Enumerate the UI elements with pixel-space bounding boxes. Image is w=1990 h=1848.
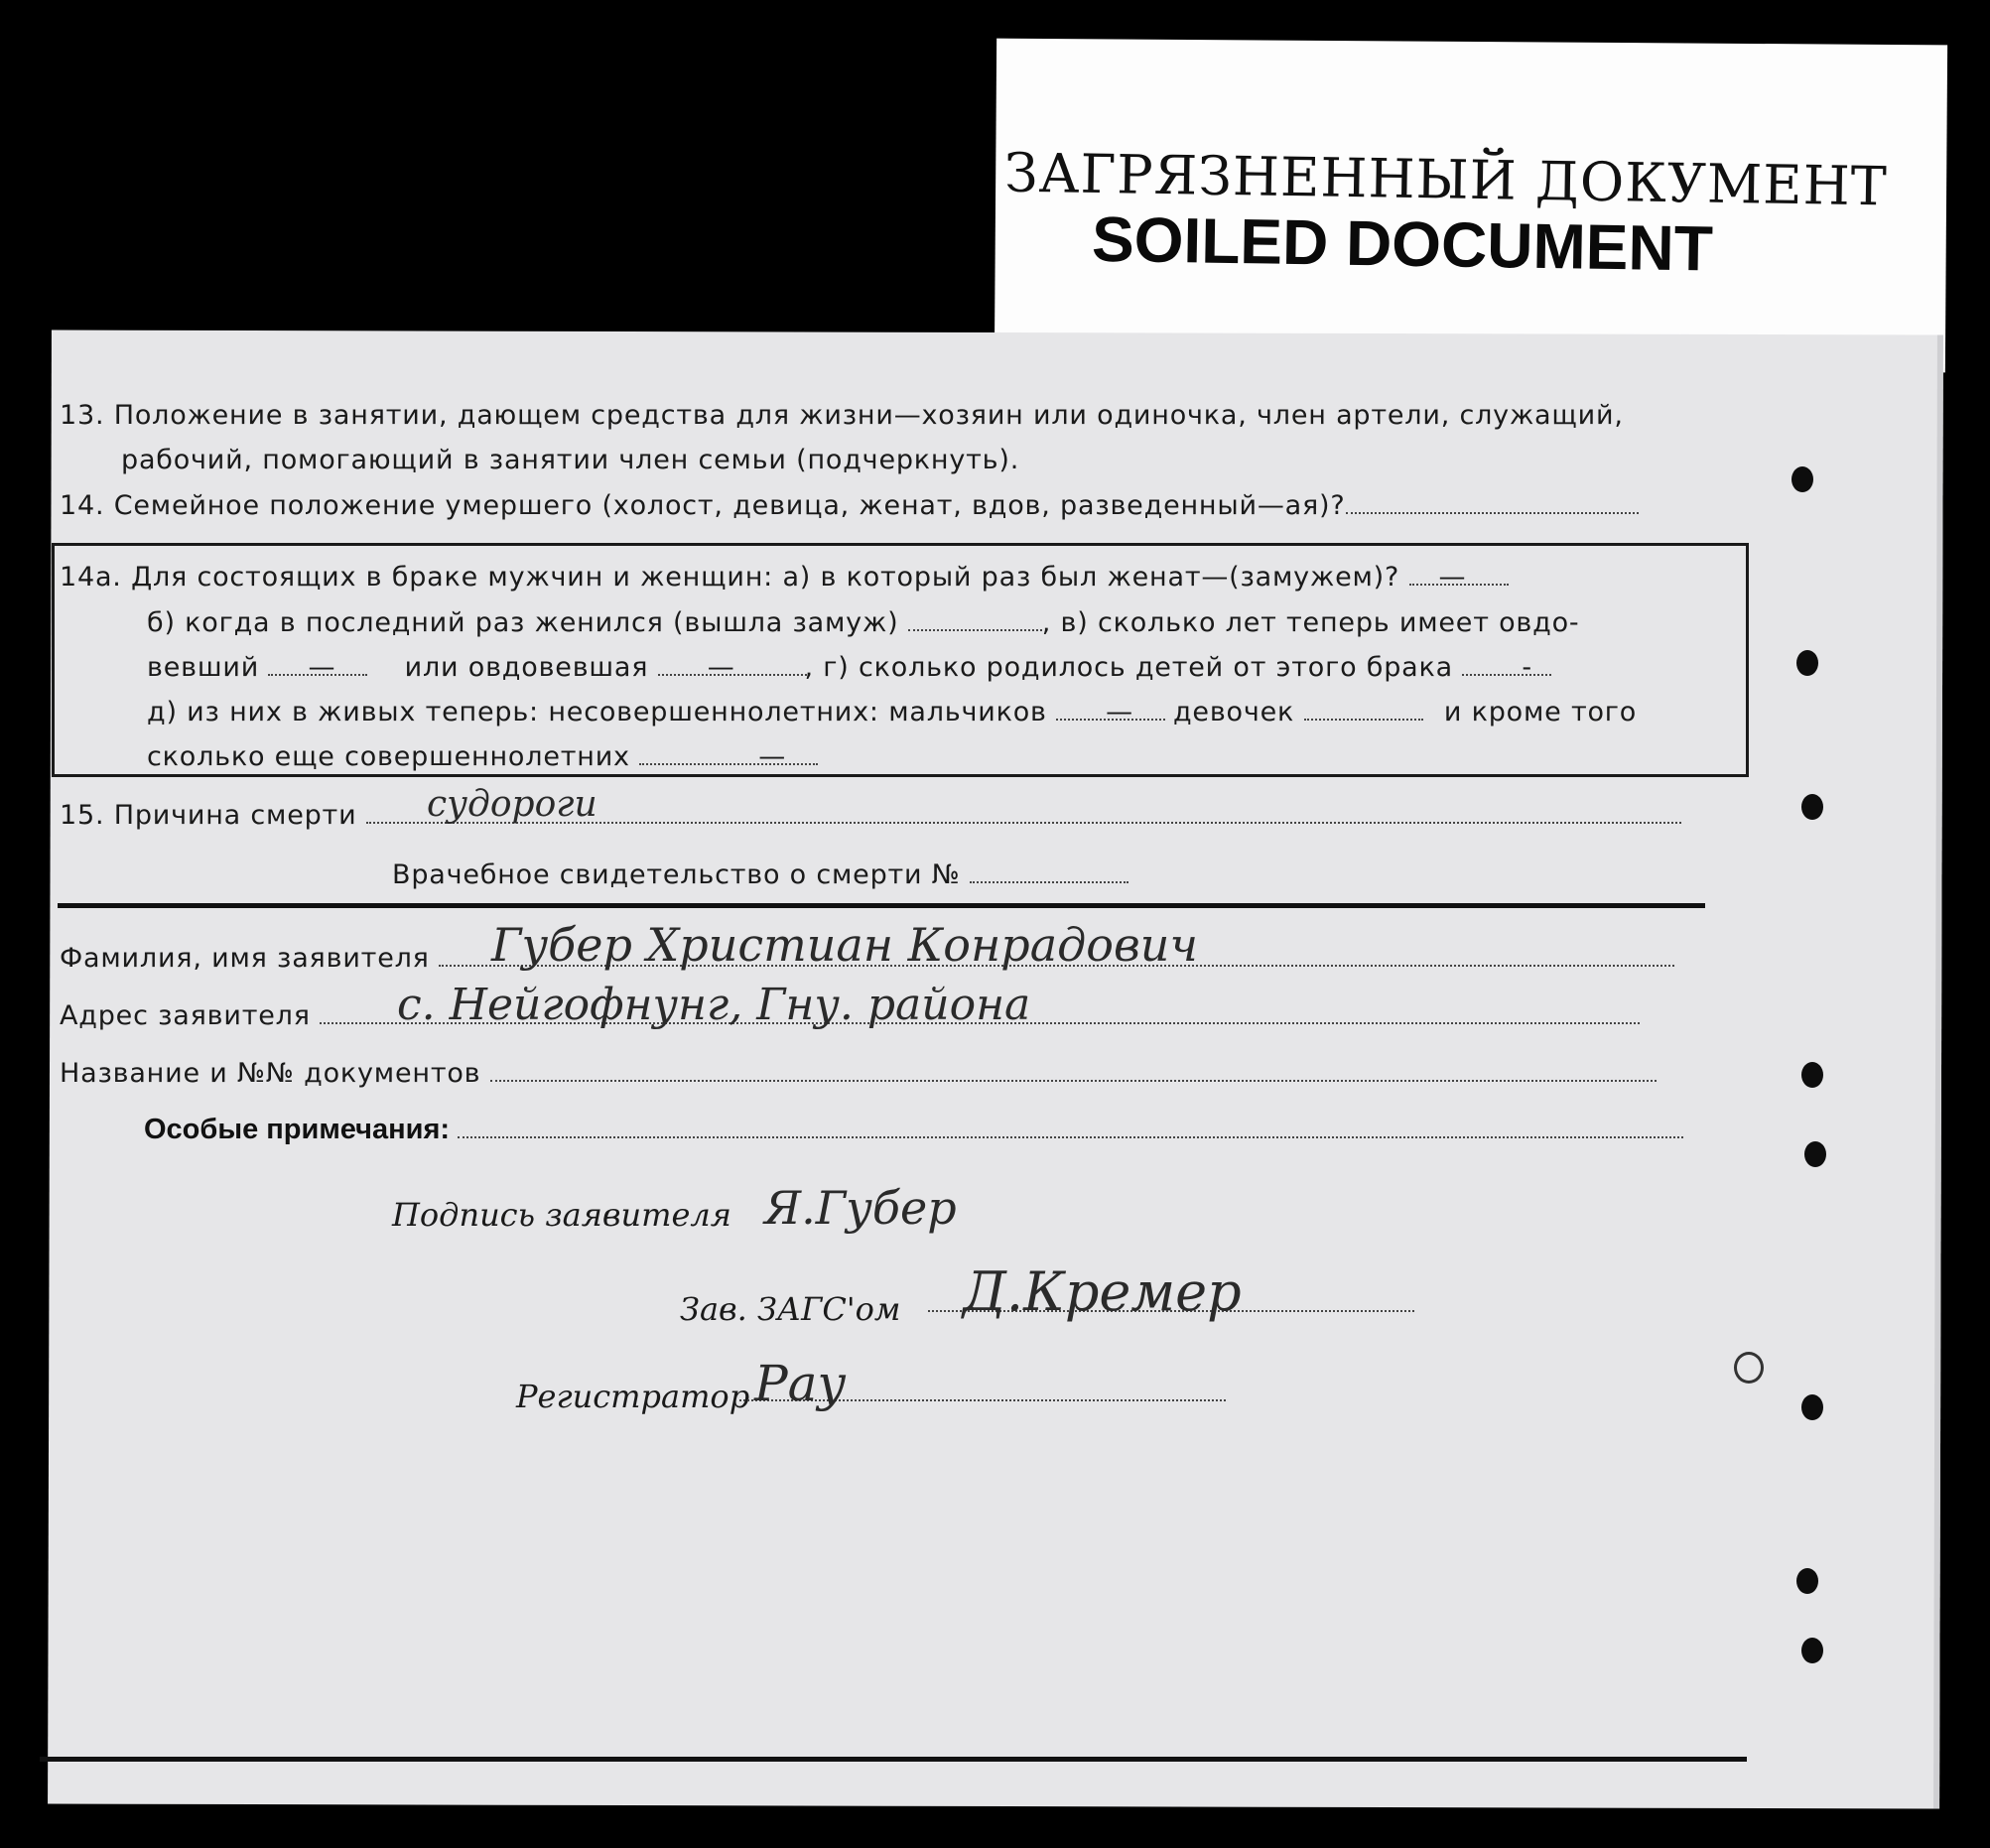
question-14a-a-value: — (1438, 562, 1467, 593)
applicant-name-handwritten: Губер Христиан Конрадович (491, 918, 1199, 972)
certificate-number-field (970, 881, 1128, 883)
binding-hole (1796, 650, 1818, 676)
documents-label: Название и №№ документов (60, 1058, 481, 1089)
question-14a-line-4 (147, 697, 1637, 727)
binding-hole (1801, 1394, 1823, 1420)
binding-hole (1801, 794, 1823, 820)
binding-ring (1734, 1352, 1764, 1384)
binding-hole (1791, 466, 1813, 492)
question-14a-v-text: , в) сколько лет теперь имеет овдо- (1041, 607, 1580, 638)
question-14a-line-2 (147, 607, 1579, 638)
applicant-name-label: Фамилия, имя заявителя (60, 943, 430, 974)
question-14a-widow-text: или овдовевшая (404, 652, 649, 683)
documents-field (490, 1080, 1657, 1082)
question-14a-adults-field (639, 763, 818, 765)
question-14a-adults-value: — (758, 741, 787, 772)
cause-of-death-handwritten: судороги (427, 784, 597, 825)
question-14a-girls-field (1304, 719, 1423, 721)
notes-row (144, 1114, 1683, 1146)
question-14-text: 14. Семейное положение умершего (холост, девица, женат, вдов, разведенный—ая)? (60, 490, 1346, 521)
applicant-signature-label: Подпись заявителя (392, 1196, 731, 1234)
notes-field (458, 1136, 1683, 1138)
question-14a-besides-text: и кроме того (1443, 697, 1638, 727)
question-14a-line-3 (147, 652, 1562, 683)
question-14a-g-field (1462, 674, 1551, 676)
question-14a-girls-text: девочек (1172, 697, 1295, 727)
question-14a-adults-text: сколько еще совершеннолетних (147, 741, 630, 772)
question-14a-widower-value: — (308, 652, 336, 683)
applicant-address-handwritten: с. Нейгофнунг, Гну. района (397, 980, 1031, 1030)
soiled-label-russian: ЗАГРЯЗНЕННЫЙ ДОКУМЕНТ (1003, 141, 1889, 218)
registrar-label: Регистратор (516, 1378, 750, 1415)
question-14 (60, 490, 1639, 521)
zags-head-signature: Д.Кремер (963, 1260, 1242, 1323)
binding-hole (1804, 1141, 1826, 1167)
question-13-line-1: 13. Положение в занятии, дающем средства для жизни—хозяин или одиночка, член артели, служащий, (60, 400, 1624, 431)
question-14a-g-text: , г) сколько родилось детей от этого брака (804, 652, 1453, 683)
certificate-text: Врачебное свидетельство о смерти № (392, 859, 961, 890)
question-14a-b-text: б) когда в последний раз женился (вышла замуж) (147, 607, 899, 638)
applicant-signature: Я.Губер (764, 1181, 957, 1235)
question-14a-g-value: - (1522, 652, 1532, 683)
bottom-rule (40, 1757, 1747, 1762)
binding-hole (1801, 1062, 1823, 1088)
question-14a-widow-value: — (707, 652, 735, 683)
question-14a-d-text: д) из них в живых теперь: несовершеннолетних: мальчиков (147, 697, 1047, 727)
question-14a-b-field (908, 629, 1042, 631)
question-14a-line-5 (147, 741, 846, 772)
applicant-address-label: Адрес заявителя (60, 1000, 311, 1031)
notes-label: Особые примечания: (144, 1114, 451, 1145)
documents-row (60, 1058, 1657, 1089)
binding-hole (1801, 1638, 1823, 1663)
certificate-row (392, 859, 1128, 890)
question-15-text: 15. Причина смерти (60, 800, 357, 831)
question-14a-line-1-text: 14а. Для состоящих в браке мужчин и женщин: а) в который раз был женат—(замужем)? (60, 562, 1400, 593)
question-14-answer-field (1346, 512, 1639, 514)
registrar-signature: Рау (754, 1355, 847, 1412)
question-14a-widower-text: вевший (147, 652, 260, 683)
question-13-line-2: рабочий, помогающий в занятии член семьи (подчеркнуть). (121, 445, 1020, 475)
zags-head-label: Зав. ЗАГС'ом (680, 1290, 901, 1328)
question-15 (60, 800, 1681, 831)
binding-hole (1796, 1568, 1818, 1594)
question-14a-boys-value: — (1106, 697, 1133, 727)
question-14a-line-1 (60, 562, 1535, 593)
soiled-label-english: SOILED DOCUMENT (1091, 202, 1714, 285)
section-divider (58, 903, 1705, 908)
